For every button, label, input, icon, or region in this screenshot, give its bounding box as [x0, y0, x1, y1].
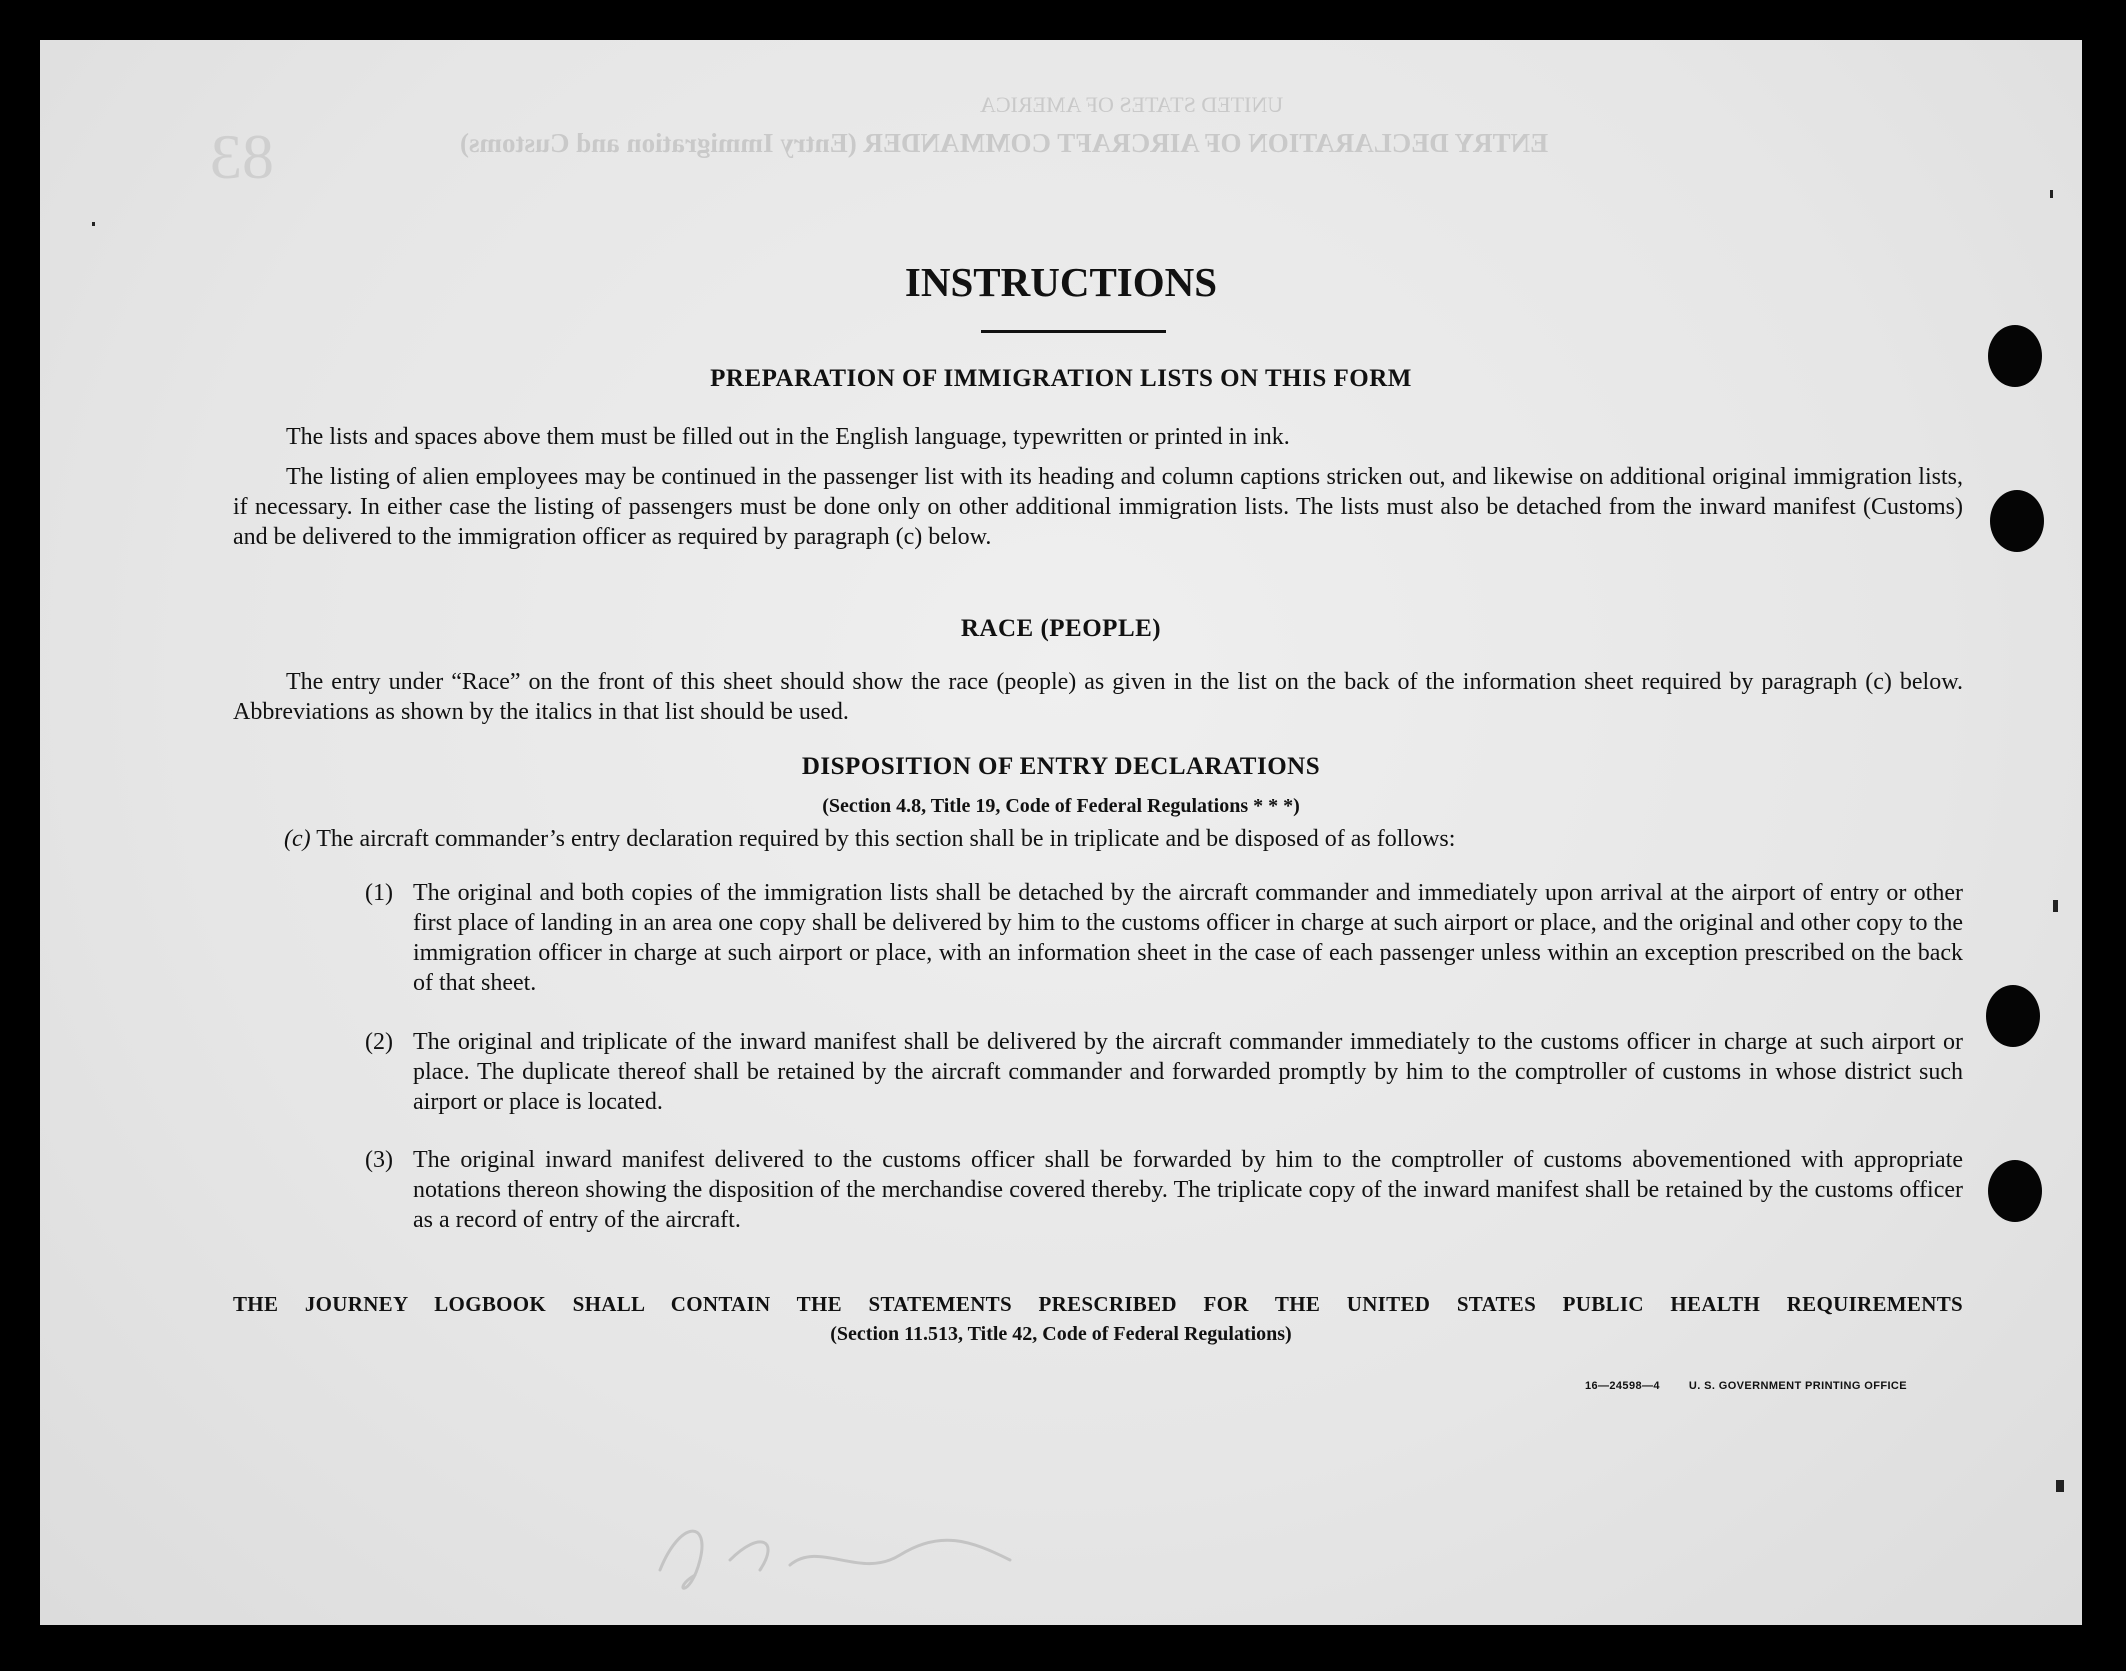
- title-underline: [981, 330, 1166, 333]
- section-heading-race: RACE (PEOPLE): [960, 615, 1162, 642]
- instructions-content: [40, 40, 2082, 1625]
- disposition-item-3: [365, 1145, 1963, 1235]
- edge-mark: [92, 222, 95, 226]
- bleed-through-page-number: 83: [210, 121, 274, 192]
- item-number: (3): [365, 1147, 393, 1173]
- public-health-statement: THE JOURNEY LOGBOOK SHALL CONTAIN THE STATEMENTS PRESCRIBED FOR THE UNITED STATES PUBLIC HEALTH REQUIREMENTS: [233, 1292, 1963, 1316]
- punch-hole: [1990, 490, 2044, 552]
- preparation-paragraph-1: The lists and spaces above them must be filled out in the English language, typewritten or printed in ink.: [286, 424, 1290, 450]
- item-number: (1): [365, 880, 393, 906]
- item-text: The original and both copies of the immigration lists shall be detached by the aircraft commander and immediately upon arrival at the airport of entry or other first place of landing in an area one copy shall be delivered by him to the customs officer in charge at such airport or place, and the original and other copy to the immigration officer in charge at such airport or place, with an information sheet in the case of each passenger unless within an exception prescribed on the back of that sheet.: [413, 880, 1963, 996]
- disposition-item-2: [365, 1027, 1963, 1117]
- punch-hole: [1988, 1160, 2042, 1222]
- disposition-intro: [284, 824, 1963, 854]
- page-title: INSTRUCTIONS: [904, 259, 1218, 305]
- section-heading-disposition: DISPOSITION OF ENTRY DECLARATIONS: [801, 753, 1321, 780]
- item-text: The original and triplicate of the inward manifest shall be delivered by the aircraft commander immediately to the customs officer in charge at such airport or place. The duplicate thereof shall be retained by the aircraft commander and forwarded promptly by him to the comptroller of customs in whose district such airport or place is located.: [413, 1029, 1963, 1115]
- disposition-item-1: [365, 878, 1963, 998]
- edge-mark: [2050, 190, 2053, 198]
- race-paragraph: The entry under “Race” on the front of this sheet should show the race (people) as given in the list on the back of the information sheet required by paragraph (c) below. Abbreviations as shown by the italics in that list should be used.: [233, 669, 1963, 725]
- disposition-citation: (Section 4.8, Title 19, Code of Federal Regulations * * *): [822, 795, 1300, 817]
- section-heading-preparation: PREPARATION OF IMMIGRATION LISTS ON THIS FORM: [710, 365, 1412, 392]
- punch-hole: [1986, 985, 2040, 1047]
- public-health-citation: (Section 11.513, Title 42, Code of Federal Regulations): [830, 1323, 1292, 1345]
- item-number: (2): [365, 1029, 393, 1055]
- document-page: [40, 40, 2082, 1625]
- edge-mark: [2053, 900, 2058, 912]
- punch-hole: [1988, 325, 2042, 387]
- item-text: The original inward manifest delivered to the customs officer shall be forwarded by him to the comptroller of customs abovementioned with appropriate notations thereon showing the disposition of the merchandise covered thereby. The triplicate copy of the inward manifest shall be retained by the customs officer as a record of entry of the aircraft.: [413, 1147, 1963, 1233]
- printer-code: 16—24598—4: [1584, 1380, 1660, 1392]
- preparation-paragraph-2: The listing of alien employees may be continued in the passenger list with its heading and column captions stricken out, and likewise on additional original immigration lists, if necessary. In either case the listing of passengers must be done only on other additional immigration lists. The lists must also be detached from the inward manifest (Customs) and be delivered to the immigration officer as required by paragraph (c) below.: [233, 464, 1963, 550]
- printer-imprint: [1585, 1380, 1907, 1392]
- bleed-through-line: UNITED STATES OF AMERICA: [980, 92, 1284, 117]
- printer-name: U. S. GOVERNMENT PRINTING OFFICE: [1688, 1380, 1907, 1392]
- intro-text: The aircraft commander’s entry declaration required by this section shall be in triplicate and be disposed of as follows:: [316, 826, 1456, 852]
- edge-mark: [2056, 1480, 2064, 1492]
- intro-label: (c): [284, 826, 311, 852]
- signature-bleed-through: [640, 1500, 1040, 1610]
- bleed-through-line: ENTRY DECLARATION OF AIRCRAFT COMMANDER (Entry Immigration and Customs): [460, 128, 1549, 158]
